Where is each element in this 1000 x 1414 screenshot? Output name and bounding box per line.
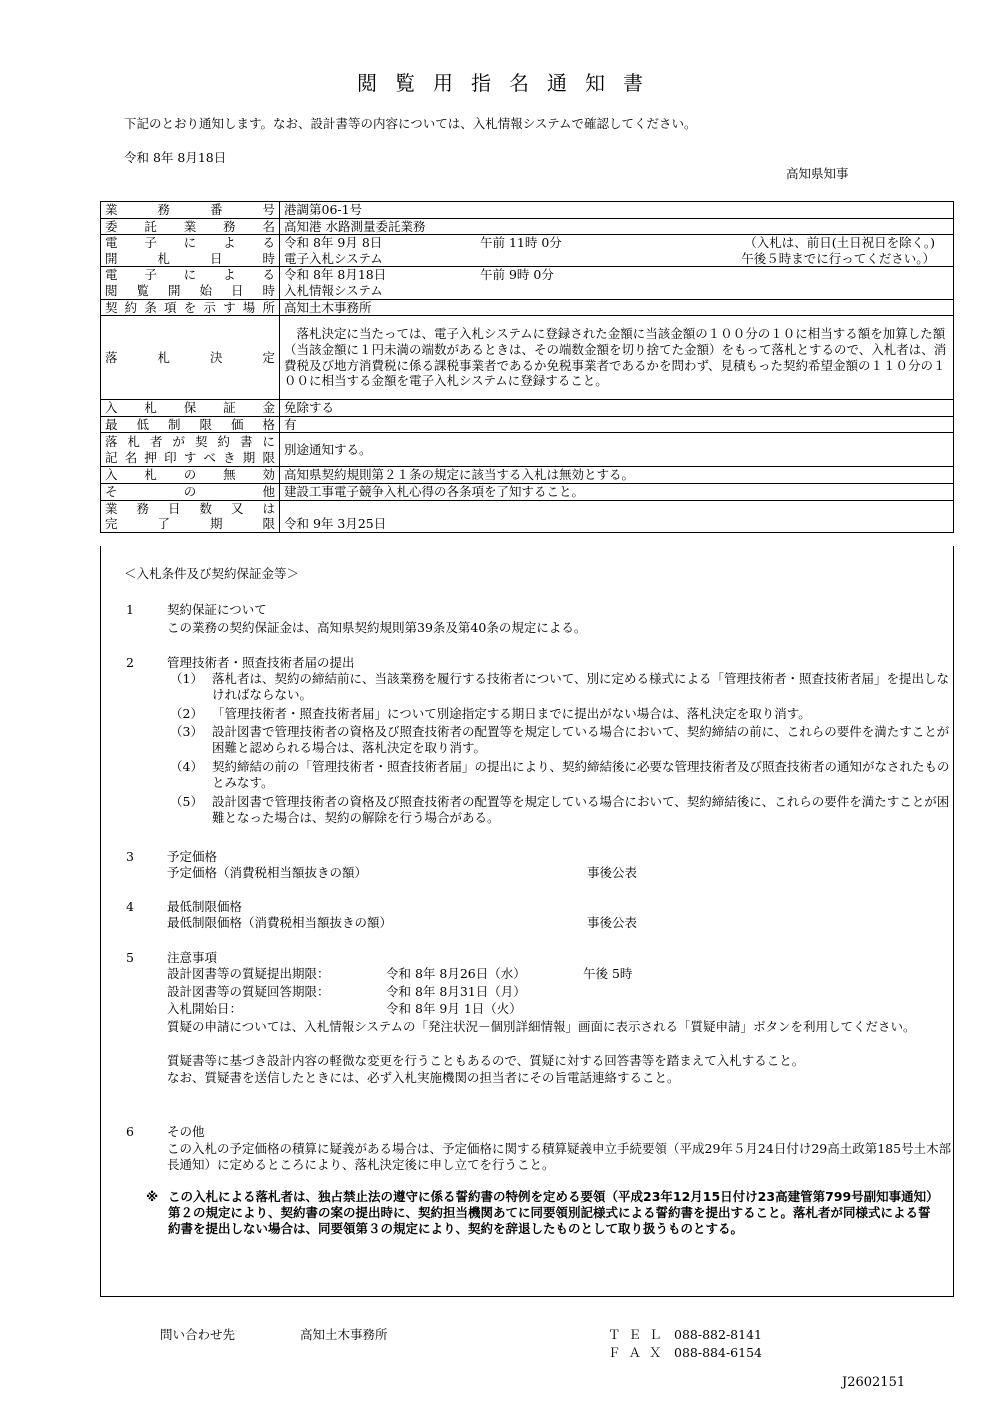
price-value: 事後公表: [587, 865, 638, 880]
section-heading: その他: [167, 1124, 205, 1139]
value-contract-place: 高知土木事務所: [280, 299, 954, 316]
table-row: [101, 416, 954, 433]
note-paragraph: 質疑の申請については、入札情報システムの「発注状況－個別詳細情報」画面に表示される「質疑申請」ボタンを利用してください。: [167, 1019, 916, 1034]
view-system: 入札情報システム: [284, 282, 383, 298]
label-view-start: [101, 267, 280, 299]
bid-date: 令和 8年 9月 8日: [284, 235, 383, 251]
item-text: 契約締結の前の「管理技術者・照査技術者届」の提出により、契約締結後に必要な管理技術者及び照査技術者の通知がなされたものとみなす。: [212, 759, 950, 791]
value-other: 建設工事電子競争入札心得の各条項を了知すること。: [280, 483, 954, 500]
q1-value: 令和 8年 8月26日（水）: [386, 966, 526, 981]
view-date: 令和 8年 8月18日: [284, 267, 387, 283]
label-sign-deadline: [101, 433, 280, 467]
list-item: [170, 724, 950, 757]
q2-label: 設計図書等の質疑回答期限：: [167, 984, 330, 999]
value-contract-name: 高知港 水路測量委託業務: [280, 218, 954, 235]
conditions-title: ＜入札条件及び契約保証金等＞: [124, 566, 300, 581]
q3-value: 令和 8年 9月 1日（火）: [386, 1001, 522, 1016]
bid-system: 電子入札システム: [284, 250, 383, 266]
bold-note: [146, 1189, 936, 1238]
item-number: （1）: [170, 671, 203, 686]
table-row: [101, 235, 954, 267]
section-body: この入札の予定価格の積算に疑義がある場合は、予定価格に関する積算疑義申立手続要領（平成29年５月24日付け29高土政第185号土木部長通知）に定めるところにより、落札決定後に申し立てを行うこと。: [167, 1141, 952, 1173]
bid-start-row: [167, 1001, 522, 1017]
question-deadline-row: [167, 966, 633, 982]
item-text: 設計図書で管理技術者の資格及び照査技術者の配置等を規定している場合において、契約締結の前に、これらの要件を満たすことが困難と認められる場合は、落札決定を取り消す。: [212, 724, 950, 756]
label-line: 完了期限: [105, 516, 275, 532]
label-other: その他: [101, 483, 280, 500]
bid-note2: 午後５時までに行ってください。）: [741, 250, 935, 266]
label-award: 落札決定: [101, 316, 280, 400]
section-heading: 予定価格: [167, 849, 218, 864]
value-bid-guarantee: 免除する: [280, 400, 954, 417]
section-number: 5: [126, 950, 134, 965]
value-invalid-bid: 高知県契約規則第２１条の規定に該当する入札は無効とする。: [280, 467, 954, 484]
note-paragraph: 質疑書等に基づき設計内容の軽微な変更を行うこともあるので、質疑に対する回答書等を踏まえて入札すること。: [167, 1053, 805, 1068]
value-award: 落札決定に当たっては、電子入札システムに登録された金額に当該金額の１００分の１０に相当する額を加算した額（当該金額に１円未満の端数があるときは、その端数金額を切り捨てた金額）をもって落札とするので、入札者は、消費税及び地方消費税に係る課税事業者であるか免税事業者であるかを問わず、見積もった契約希望金額の１１０分の１００に相当する金額を電子入札システムに登録すること。: [280, 316, 954, 400]
table-row: [101, 483, 954, 500]
answer-deadline-row: [167, 984, 526, 1000]
item-number: （3）: [170, 724, 203, 739]
min-price-row: [167, 915, 957, 931]
min-price-value: 事後公表: [587, 915, 638, 930]
value-sign-deadline: 別途通知する。: [280, 433, 954, 467]
list-item: [170, 794, 950, 827]
label-line: 業務日数又は: [105, 500, 275, 516]
section-heading: 契約保証について: [167, 602, 267, 617]
item-number: （2）: [170, 706, 203, 721]
note-text: この入札による落札者は、独占禁止法の遵守に係る誓約書の特例を定める要領（平成23年12月15日付け23高建管第799号副知事通知）第２の規定により、契約書の案の提出時に、契約担当機関あてに同要領別記様式による誓約書を提出すること。落札者が同様式による誓約書を提出しない場合は、同要領第３の規定により、契約を辞退したものとして取り扱うものとする。: [168, 1189, 933, 1237]
table-row: [101, 267, 954, 299]
contact-label: 問い合わせ先: [160, 1327, 236, 1342]
page-title: 閲覧用指名通知書: [357, 71, 661, 95]
document-id: J2602151: [842, 1375, 906, 1390]
tel-value: 088-882-8141: [674, 1327, 762, 1342]
label-bid-guarantee: 入札保証金: [101, 400, 280, 417]
label-business-no: 業務番号: [101, 202, 280, 219]
price-label: 予定価格（消費税相当額抜きの額）: [167, 865, 368, 880]
section-body: この業務の契約保証金は、高知県契約規則第39条及第40条の規定による。: [167, 620, 587, 635]
item-text: 設計図書で管理技術者の資格及び照査技術者の配置等を規定している場合において、契約締結後に、これらの要件を満たすことが困難となった場合は、契約の解除を行う場合がある。: [212, 794, 950, 826]
value-view-start: [280, 267, 954, 299]
section-number: 3: [126, 849, 134, 864]
label-min-price: 最低制限価格: [101, 416, 280, 433]
list-item: [170, 759, 950, 792]
note-paragraph: なお、質疑書を送信したときには、必ず入札実施機関の担当者にその旨電話連絡すること。: [167, 1070, 680, 1085]
table-row: [101, 202, 954, 219]
item-number: （4）: [170, 759, 203, 774]
table-row: [101, 316, 954, 400]
section-number: 2: [126, 655, 134, 670]
label-completion: [101, 500, 280, 532]
price-row: [167, 865, 957, 881]
label-line: 開札日時: [105, 250, 275, 266]
notice-text: 下記のとおり通知します。なお、設計書等の内容については、入札情報システムで確認してください。: [124, 116, 697, 131]
q1-time: 午後 5時: [583, 966, 633, 981]
view-time: 午前 9時 0分: [480, 267, 554, 283]
fax-value: 088-884-6154: [674, 1345, 762, 1360]
q3-label: 入札開始日：: [167, 1001, 243, 1016]
section-heading: 注意事項: [167, 950, 218, 965]
item-text: 落札者は、契約の締結前に、当該業務を履行する技術者について、別に定める様式による「管理技術者・照査技術者届」を提出しなければならない。: [212, 671, 950, 703]
label-contract-name: 委託業務名: [101, 218, 280, 235]
section-number: 4: [126, 899, 134, 914]
table-row: [101, 500, 954, 532]
section-heading: 最低制限価格: [167, 899, 243, 914]
min-price-label: 最低制限価格（消費税相当額抜きの額）: [167, 915, 393, 930]
table-row: [101, 433, 954, 467]
label-line: 記名押印すべき期限: [105, 449, 275, 465]
label-line: 電子による: [105, 267, 275, 283]
q1-label: 設計図書等の質疑提出期限：: [167, 966, 330, 981]
table-row: [101, 299, 954, 316]
value-business-no: 港調第06-1号: [280, 202, 954, 219]
tel-label: ＴＥＬ: [608, 1327, 670, 1342]
value-min-price: 有: [280, 416, 954, 433]
item-number: （5）: [170, 794, 203, 809]
info-table: [100, 201, 954, 533]
note-mark: ※: [146, 1189, 159, 1204]
item-text: 「管理技術者・照査技術者届」について別途指定する期日までに提出がない場合は、落札決定を取り消す。: [212, 706, 811, 721]
label-bid-date: [101, 235, 280, 267]
issue-date: 令和 8年 8月18日: [124, 150, 227, 165]
label-line: 落札者が契約書に: [105, 434, 275, 450]
label-line: 電子による: [105, 235, 275, 251]
value-completion: 令和 9年 3月25日: [280, 500, 954, 532]
label-invalid-bid: 入札の無効: [101, 467, 280, 484]
section-number: 6: [126, 1124, 134, 1139]
table-row: [101, 467, 954, 484]
section-number: 1: [126, 602, 134, 617]
list-item: [170, 671, 950, 704]
bid-time: 午前 11時 0分: [480, 235, 562, 251]
section-heading: 管理技術者・照査技術者届の提出: [167, 655, 355, 670]
table-row: [101, 400, 954, 417]
value-bid-date: [280, 235, 954, 267]
contact-office: 高知土木事務所: [300, 1327, 388, 1342]
list-item: [170, 706, 950, 722]
bid-note1: （入札は、前日(土日祝日を除く。): [744, 235, 935, 251]
issuer: 高知県知事: [786, 166, 849, 181]
q2-value: 令和 8年 8月31日（月）: [386, 984, 526, 999]
table-row: [101, 218, 954, 235]
fax-label: ＦＡＸ: [608, 1345, 670, 1360]
label-contract-place: 契約条項を示す場所: [101, 299, 280, 316]
label-line: 閲覧開始日時: [105, 282, 275, 298]
